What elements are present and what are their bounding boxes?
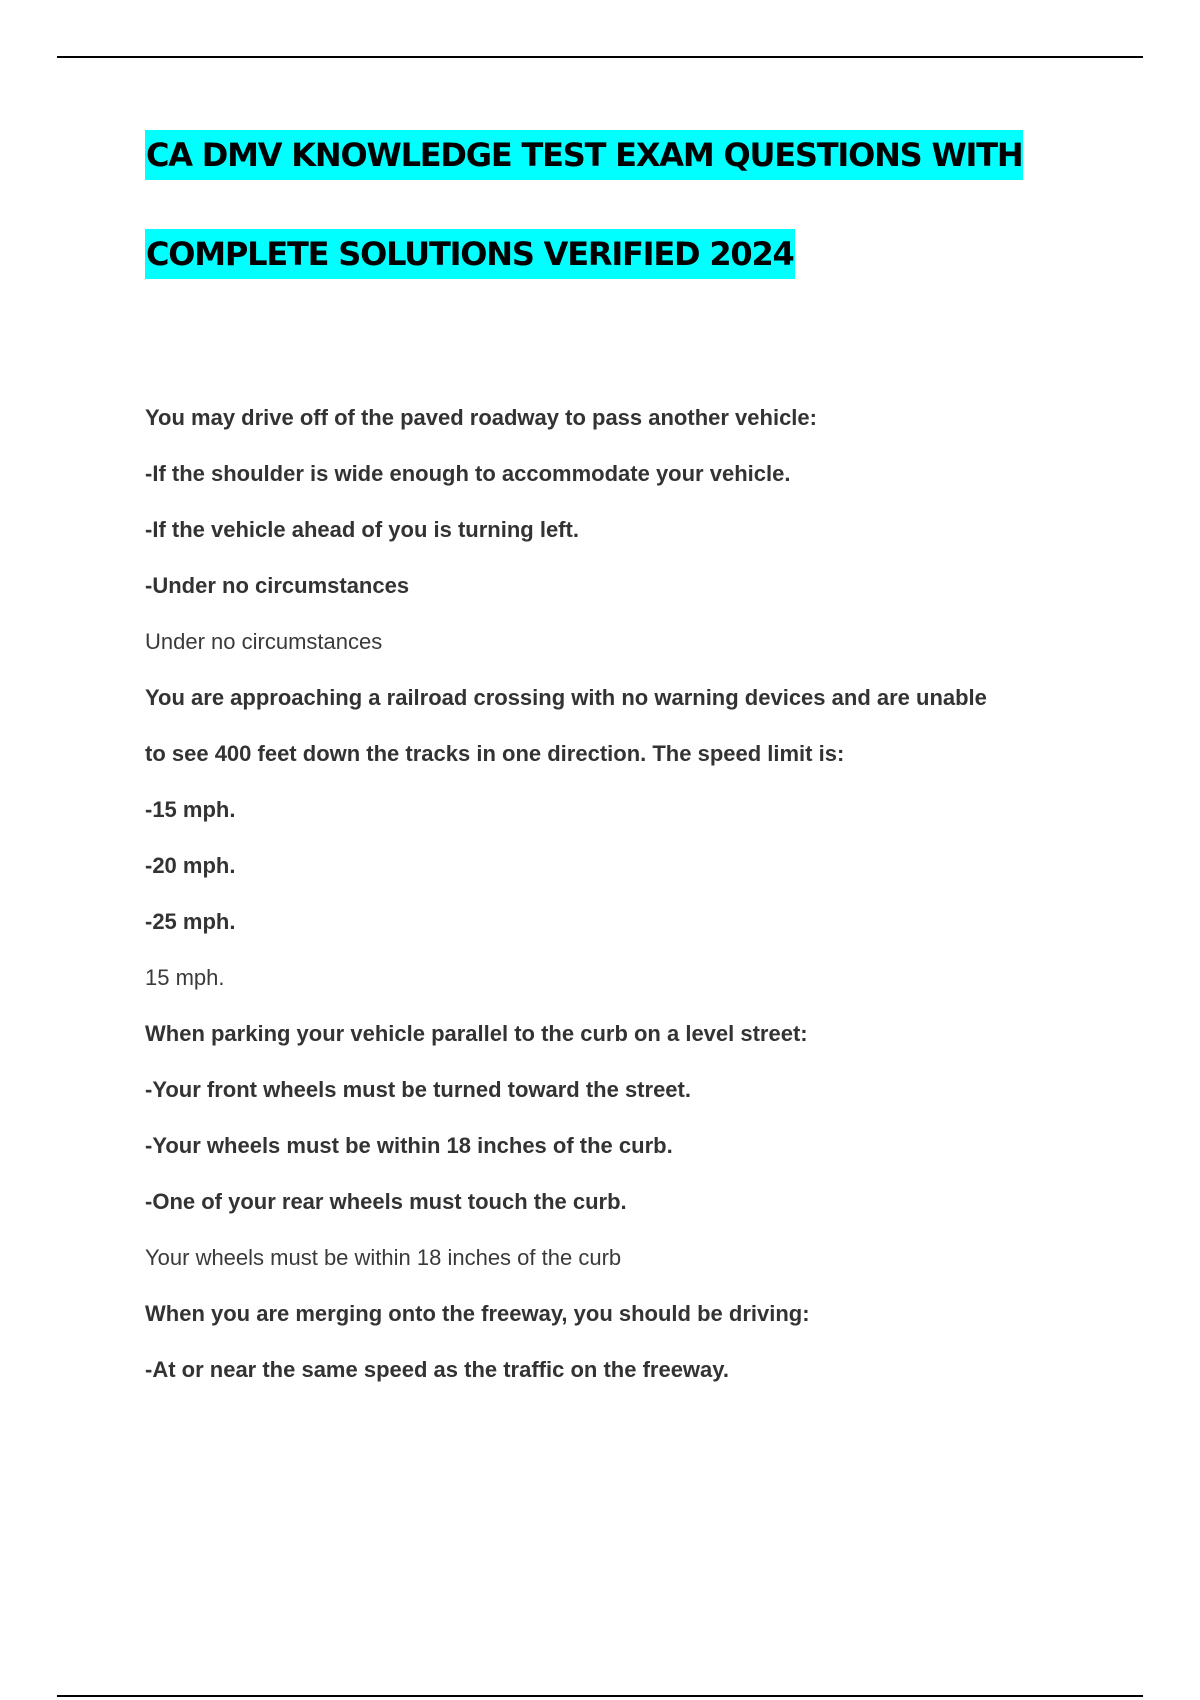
title-line-2 — [145, 229, 1095, 328]
question-3-option-3: -One of your rear wheels must touch the curb. — [145, 1189, 627, 1214]
question-4-text: When you are merging onto the freeway, you should be driving: — [145, 1301, 810, 1326]
title-line-2-text: COMPLETE SOLUTIONS VERIFIED 2024 — [145, 229, 795, 279]
question-3-answer: Your wheels must be within 18 inches of the curb — [145, 1245, 622, 1270]
top-divider — [57, 56, 1143, 58]
bottom-divider — [57, 1695, 1143, 1697]
question-1-option-2: -If the vehicle ahead of you is turning left. — [145, 517, 579, 542]
question-2-option-2: -20 mph. — [145, 853, 236, 878]
question-2-answer: 15 mph. — [145, 965, 225, 990]
question-1-answer: Under no circumstances — [145, 629, 383, 654]
question-block-3 — [145, 1006, 1095, 1286]
title-line-1-text: CA DMV KNOWLEDGE TEST EXAM QUESTIONS WITH — [145, 130, 1023, 180]
question-2-option-1: -15 mph. — [145, 797, 236, 822]
question-4-option-1: -At or near the same speed as the traffic on the freeway. — [145, 1357, 729, 1382]
question-list — [145, 390, 1095, 1398]
question-block-4 — [145, 1286, 1095, 1398]
question-1-option-1: -If the shoulder is wide enough to accommodate your vehicle. — [145, 461, 791, 486]
question-block-1 — [145, 390, 1095, 670]
question-2-option-3: -25 mph. — [145, 909, 236, 934]
question-2-text-line-1: You are approaching a railroad crossing with no warning devices and are unable — [145, 685, 987, 710]
question-3-option-1: -Your front wheels must be turned toward the street. — [145, 1077, 691, 1102]
question-3-option-2: -Your wheels must be within 18 inches of the curb. — [145, 1133, 673, 1158]
document-title — [145, 130, 1095, 328]
question-3-text: When parking your vehicle parallel to the curb on a level street: — [145, 1021, 808, 1046]
question-block-2 — [145, 670, 1095, 1006]
question-1-option-3: -Under no circumstances — [145, 573, 410, 598]
title-line-1 — [145, 130, 1095, 229]
question-2-text-line-2: to see 400 feet down the tracks in one direction. The speed limit is: — [145, 741, 845, 766]
question-1-text: You may drive off of the paved roadway to pass another vehicle: — [145, 405, 817, 430]
